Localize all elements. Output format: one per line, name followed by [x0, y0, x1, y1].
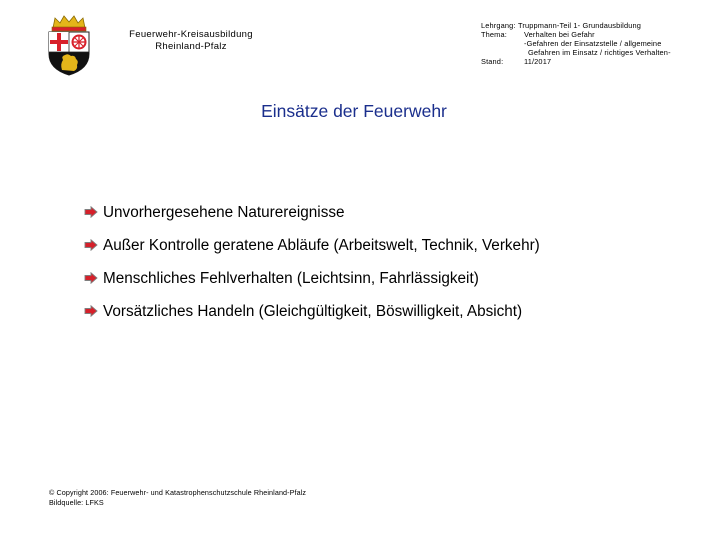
copyright-text: © Copyright 2006: Feuerwehr- und Katastrophenschutzschule Rheinland-Pfalz — [49, 488, 307, 497]
org-line-1: Feuerwehr-Kreisausbildung — [129, 29, 253, 40]
topic-line-2: -Gefahren der Einsatzstelle / allgemeine — [524, 39, 662, 48]
bullet-item — [84, 235, 540, 268]
arrow-right-icon — [84, 272, 98, 284]
slide-title: Einsätze der Feuerwehr — [261, 101, 447, 121]
arrow-right-icon — [84, 206, 98, 218]
bullet-item — [84, 268, 540, 301]
bullet-item — [84, 301, 540, 334]
arrow-right-icon — [84, 305, 98, 317]
bullet-list — [84, 202, 540, 334]
bullet-item — [84, 202, 540, 235]
course-value: Truppmann-Teil 1- Grundausbildung — [518, 21, 641, 30]
image-source-text: Bildquelle: LFKS — [49, 497, 104, 507]
date-value: 11/2017 — [524, 57, 552, 66]
coat-of-arms-icon — [44, 14, 94, 76]
bullet-text: Vorsätzliches Handeln (Gleichgültigkeit, Böswilligkeit, Absicht) — [103, 303, 523, 320]
bullet-text: Unvorhergesehene Naturereignisse — [103, 204, 345, 221]
topic-label: Thema: — [481, 30, 507, 39]
org-line-2: Rheinland-Pfalz — [155, 41, 227, 52]
topic-line-3: Gefahren im Einsatz / richtiges Verhalten- — [528, 48, 671, 57]
course-label: Lehrgang: — [481, 21, 516, 30]
topic-line-1: Verhalten bei Gefahr — [524, 30, 595, 39]
organization-name — [108, 29, 274, 53]
bullet-text: Außer Kontrolle geratene Abläufe (Arbeitswelt, Technik, Verkehr) — [103, 237, 540, 254]
footer — [49, 488, 306, 507]
date-label: Stand: — [481, 57, 504, 66]
bullet-text: Menschliches Fehlverhalten (Leichtsinn, Fahrlässigkeit) — [103, 270, 479, 287]
crown-icon — [52, 16, 86, 31]
arrow-right-icon — [84, 239, 98, 251]
